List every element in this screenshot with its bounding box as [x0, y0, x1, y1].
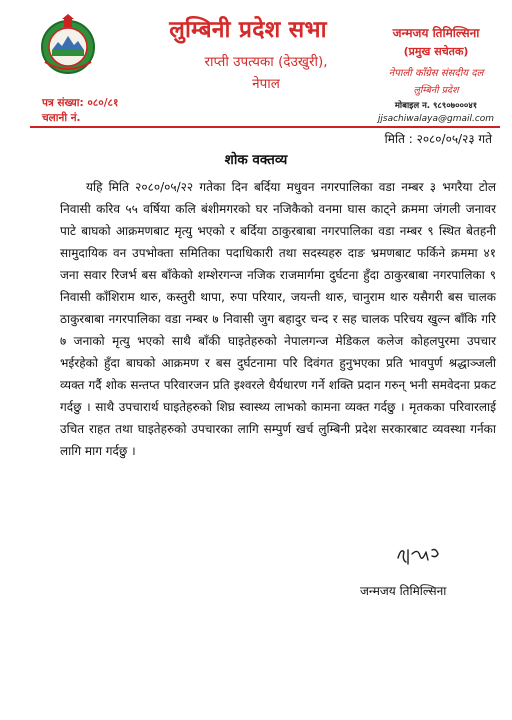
signer-name: जन्मजय तिमिल्सिना — [360, 584, 447, 598]
sender-province: लुम्बिनी प्रदेश — [413, 85, 459, 96]
letter-date: मिति : २०८०/०५/२३ गते — [384, 132, 492, 146]
sender-mobile: मोबाइल न. ९८९०७०००४१ — [394, 101, 478, 111]
letter-subject: शोक वक्तव्य — [224, 152, 288, 168]
org-address-line1: राप्ती उपत्यका (देउखुरी), — [204, 54, 328, 70]
sender-email: jjsachiwalaya@gmail.com — [377, 114, 495, 124]
letter-body — [60, 176, 496, 462]
dispatch-number: चलानी नं. — [42, 112, 81, 124]
sender-block — [370, 24, 502, 124]
org-address-line2: नेपाल — [252, 76, 280, 92]
body-paragraph: यहि मिति २०८०/०५/२२ गतेका दिन बर्दिया मधुवन नगरपालिका वडा नम्बर ३ भगरैया टोल निवासी करिव ५५ वर्षिया कलि बंशीमगरको घर नजिकैको वनमा घास काट्ने क्रममा जंगली जनावर पाटे बाघको आक्रमणबाट मृत्यु भएको र बर्दिया ठाकुरबाबा नगरपालिका वडा नम्बर ९ स्थित बेतहनी सामुदायिक वन उपभोक्ता समितिका पदाधिकारी तथा सदस्यहरु दाङ भ्रमणबाट फर्किने क्रममा ४१ जना सवार रिजर्भ बस बाँकेको शम्शेरगन्ज नजिक राजमार्गमा दुर्घटना हुँदा ठाकुरबाबा नगरपालिका ९ निवासी काँशिराम थारु, कस्तुरी थापा, रुपा परियार, जयन्ती थारु, चानुराम थारु यसैगरी बस चालक ठाकुरबाबा नगरपालिका वडा नम्बर ७ निवासी जुग बहादुर चन्द र सह चालक परिचय खुल्न बाँकि गरि ७ जनाको मृत्यु भएको साथै बाँकी घाइतेहरुको नेपालगन्ज मेडिकल कलेज कोहलपुरमा उपचार भईरहेको हुँदा बाघको आक्रमण र बस दुर्घटनामा परि दिवंगत हुनुभएका प्रति भावपुर्ण श्रद्धाञ्जली व्यक्त गर्दै शोक सन्तप्त परिवारजन प्रति इश्वरले धैर्यधारण गर्ने शक्ति प्रदान गरुन् भनी समवेदना प्रकट गर्दछु । साथै उपचारार्थ घाइतेहरुको शिघ्र स्वास्थ्य लाभको कामना व्यक्त गर्दछु । मृतकका परिवारलाई उचित राहत तथा घाइतेहरुको उपचारका लागि सम्पुर्ण खर्च लुम्बिनी प्रदेश सरकारबाट व्यवस्था गर्नका लागि माग गर्दछु । — [60, 180, 496, 458]
sender-role: (प्रमुख सचेतक) — [403, 45, 469, 58]
header-divider — [30, 126, 500, 128]
signature-mark — [392, 544, 446, 568]
sender-name: जन्मजय तिमिल्सिना — [392, 26, 480, 40]
letter-number: पत्र संख्या: ०८०/८१ — [42, 97, 119, 109]
sender-party: नेपाली काँग्रेस संसदीय दल — [388, 68, 484, 79]
lumbini-province-emblem-icon — [40, 14, 96, 76]
org-name: लुम्बिनी प्रदेश सभा — [169, 17, 327, 43]
